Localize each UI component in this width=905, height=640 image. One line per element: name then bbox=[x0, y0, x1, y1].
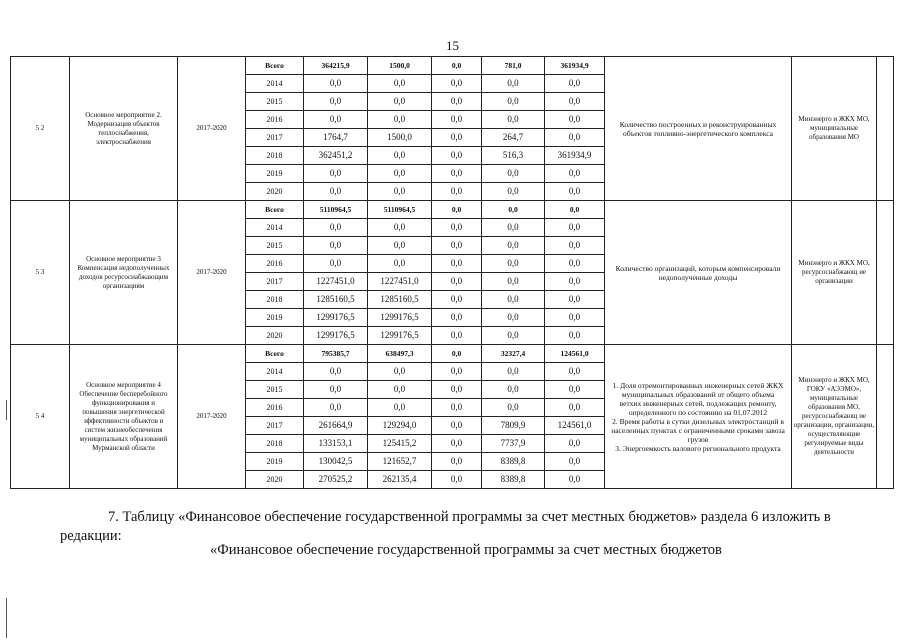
value-cell: 0,0 bbox=[368, 147, 432, 165]
value-cell: 125415,2 bbox=[368, 435, 432, 453]
page-number: 15 bbox=[446, 38, 459, 53]
period: 2017-2020 bbox=[178, 345, 246, 489]
value-cell: 0,0 bbox=[545, 327, 605, 345]
value-cell: 0,0 bbox=[482, 75, 545, 93]
value-cell: 5110964,5 bbox=[368, 201, 432, 219]
year-cell: Всего bbox=[246, 57, 304, 75]
value-cell: 0,0 bbox=[482, 363, 545, 381]
executor: Минэнерго и ЖКХ МО, муниципальные образования МО bbox=[792, 57, 877, 201]
row-number: 5 2 bbox=[11, 57, 70, 201]
value-cell: 1764,7 bbox=[304, 129, 368, 147]
value-cell: 0,0 bbox=[368, 111, 432, 129]
value-cell: 0,0 bbox=[368, 255, 432, 273]
value-cell: 0,0 bbox=[545, 273, 605, 291]
value-cell: 0,0 bbox=[304, 237, 368, 255]
value-cell: 516,3 bbox=[482, 147, 545, 165]
value-cell: 638497,3 bbox=[368, 345, 432, 363]
value-cell: 32327,4 bbox=[482, 345, 545, 363]
value-cell: 0,0 bbox=[304, 75, 368, 93]
value-cell: 0,0 bbox=[304, 93, 368, 111]
value-cell: 0,0 bbox=[545, 471, 605, 489]
value-cell: 0,0 bbox=[432, 309, 482, 327]
table-row bbox=[11, 345, 894, 363]
value-cell: 1299176,5 bbox=[304, 327, 368, 345]
value-cell: 0,0 bbox=[482, 255, 545, 273]
value-cell: 0,0 bbox=[482, 93, 545, 111]
year-cell: 2014 bbox=[246, 75, 304, 93]
indicator: Количество организаций, которым компенсировали недополученные доходы bbox=[605, 201, 792, 345]
row-number: 5 4 bbox=[11, 345, 70, 489]
row-number: 5 3 bbox=[11, 201, 70, 345]
value-cell: 0,0 bbox=[368, 183, 432, 201]
period: 2017-2020 bbox=[178, 201, 246, 345]
value-cell: 0,0 bbox=[432, 201, 482, 219]
empty-column bbox=[877, 345, 894, 489]
value-cell: 1500,0 bbox=[368, 57, 432, 75]
value-cell: 0,0 bbox=[482, 327, 545, 345]
value-cell: 0,0 bbox=[432, 273, 482, 291]
year-cell: 2016 bbox=[246, 399, 304, 417]
value-cell: 361934,9 bbox=[545, 57, 605, 75]
value-cell: 0,0 bbox=[368, 93, 432, 111]
year-cell: 2014 bbox=[246, 219, 304, 237]
year-cell: 2019 bbox=[246, 453, 304, 471]
value-cell: 0,0 bbox=[482, 273, 545, 291]
value-cell: 0,0 bbox=[432, 57, 482, 75]
value-cell: 0,0 bbox=[545, 381, 605, 399]
value-cell: 362451,2 bbox=[304, 147, 368, 165]
value-cell: 0,0 bbox=[368, 381, 432, 399]
year-cell: 2020 bbox=[246, 183, 304, 201]
value-cell: 0,0 bbox=[545, 291, 605, 309]
value-cell: 0,0 bbox=[545, 75, 605, 93]
year-cell: 2015 bbox=[246, 381, 304, 399]
value-cell: 0,0 bbox=[432, 327, 482, 345]
value-cell: 0,0 bbox=[304, 219, 368, 237]
value-cell: 781,0 bbox=[482, 57, 545, 75]
value-cell: 270525,2 bbox=[304, 471, 368, 489]
value-cell: 1227451,0 bbox=[368, 273, 432, 291]
value-cell: 0,0 bbox=[482, 165, 545, 183]
value-cell: 0,0 bbox=[545, 237, 605, 255]
period: 2017-2020 bbox=[178, 57, 246, 201]
amendment-paragraph: 7. Таблицу «Финансовое обеспечение государственной программы за счет местных бюджетов» раздела 6 изложить в редакции: bbox=[60, 509, 831, 544]
value-cell: 0,0 bbox=[368, 237, 432, 255]
year-cell: 2019 bbox=[246, 309, 304, 327]
activity-name: Основное мероприятие 3 Компенсация недополученных доходов ресурсоснабжающим организациям bbox=[70, 201, 178, 345]
empty-column bbox=[877, 57, 894, 201]
year-cell: 2017 bbox=[246, 129, 304, 147]
year-cell: 2020 bbox=[246, 471, 304, 489]
value-cell: 5110964,5 bbox=[304, 201, 368, 219]
value-cell: 0,0 bbox=[368, 363, 432, 381]
value-cell: 0,0 bbox=[432, 93, 482, 111]
year-cell: 2018 bbox=[246, 291, 304, 309]
value-cell: 1299176,5 bbox=[368, 309, 432, 327]
value-cell: 0,0 bbox=[545, 219, 605, 237]
value-cell: 0,0 bbox=[482, 309, 545, 327]
value-cell: 0,0 bbox=[432, 453, 482, 471]
value-cell: 1500,0 bbox=[368, 129, 432, 147]
activity-name: Основное мероприятие 2. Модернизация объектов теплоснабжения, электроснабжения bbox=[70, 57, 178, 201]
year-cell: 2016 bbox=[246, 255, 304, 273]
value-cell: 0,0 bbox=[432, 111, 482, 129]
value-cell: 0,0 bbox=[545, 309, 605, 327]
value-cell: 0,0 bbox=[432, 147, 482, 165]
year-cell: 2020 bbox=[246, 327, 304, 345]
value-cell: 0,0 bbox=[304, 183, 368, 201]
margin-mark bbox=[6, 598, 7, 638]
value-cell: 0,0 bbox=[432, 399, 482, 417]
value-cell: 364215,9 bbox=[304, 57, 368, 75]
value-cell: 0,0 bbox=[368, 219, 432, 237]
value-cell: 1299176,5 bbox=[304, 309, 368, 327]
value-cell: 0,0 bbox=[304, 111, 368, 129]
value-cell: 124561,0 bbox=[545, 417, 605, 435]
value-cell: 0,0 bbox=[545, 399, 605, 417]
value-cell: 264,7 bbox=[482, 129, 545, 147]
value-cell: 121652,7 bbox=[368, 453, 432, 471]
value-cell: 1299176,5 bbox=[368, 327, 432, 345]
table-row bbox=[11, 201, 894, 219]
value-cell: 0,0 bbox=[304, 255, 368, 273]
value-cell: 0,0 bbox=[482, 201, 545, 219]
value-cell: 0,0 bbox=[545, 93, 605, 111]
margin-mark bbox=[6, 400, 7, 420]
value-cell: 0,0 bbox=[545, 165, 605, 183]
value-cell: 0,0 bbox=[432, 237, 482, 255]
year-cell: 2017 bbox=[246, 273, 304, 291]
year-cell: 2016 bbox=[246, 111, 304, 129]
year-cell: 2015 bbox=[246, 93, 304, 111]
value-cell: 0,0 bbox=[432, 345, 482, 363]
value-cell: 0,0 bbox=[432, 183, 482, 201]
year-cell: 2018 bbox=[246, 147, 304, 165]
value-cell: 0,0 bbox=[368, 165, 432, 183]
value-cell: 0,0 bbox=[432, 255, 482, 273]
value-cell: 0,0 bbox=[368, 75, 432, 93]
value-cell: 0,0 bbox=[304, 399, 368, 417]
financing-table bbox=[10, 56, 894, 489]
value-cell: 0,0 bbox=[432, 417, 482, 435]
value-cell: 8389,8 bbox=[482, 453, 545, 471]
year-cell: 2017 bbox=[246, 417, 304, 435]
value-cell: 0,0 bbox=[432, 435, 482, 453]
value-cell: 0,0 bbox=[482, 183, 545, 201]
indicator: Количество построенных и реконструированных объектов топливно-энергетического комплекса bbox=[605, 57, 792, 201]
value-cell: 0,0 bbox=[304, 381, 368, 399]
year-cell: 2014 bbox=[246, 363, 304, 381]
value-cell: 8389,8 bbox=[482, 471, 545, 489]
value-cell: 261664,9 bbox=[304, 417, 368, 435]
value-cell: 361934,9 bbox=[545, 147, 605, 165]
value-cell: 0,0 bbox=[432, 381, 482, 399]
value-cell: 124561,0 bbox=[545, 345, 605, 363]
value-cell: 0,0 bbox=[545, 129, 605, 147]
value-cell: 0,0 bbox=[482, 111, 545, 129]
year-cell: Всего bbox=[246, 201, 304, 219]
executor: Минэнерго и ЖКХ МО, ГОКУ «АЭЭМО», муниципальные образования МО, ресурсоснабжающ ие организации, организации, осуществляющие регулируемые виды деятельности bbox=[792, 345, 877, 489]
value-cell: 0,0 bbox=[545, 111, 605, 129]
value-cell: 0,0 bbox=[482, 219, 545, 237]
value-cell: 1227451,0 bbox=[304, 273, 368, 291]
executor: Минэнерго и ЖКХ МО, ресурсоснабжающ ие организации bbox=[792, 201, 877, 345]
value-cell: 130042,5 bbox=[304, 453, 368, 471]
value-cell: 0,0 bbox=[545, 453, 605, 471]
year-cell: 2018 bbox=[246, 435, 304, 453]
value-cell: 0,0 bbox=[545, 435, 605, 453]
value-cell: 1285160,5 bbox=[304, 291, 368, 309]
table-row bbox=[11, 57, 894, 75]
value-cell: 0,0 bbox=[482, 381, 545, 399]
value-cell: 262135,4 bbox=[368, 471, 432, 489]
value-cell: 129294,0 bbox=[368, 417, 432, 435]
value-cell: 0,0 bbox=[432, 471, 482, 489]
empty-column bbox=[877, 201, 894, 345]
value-cell: 0,0 bbox=[432, 75, 482, 93]
value-cell: 0,0 bbox=[545, 201, 605, 219]
value-cell: 1285160,5 bbox=[368, 291, 432, 309]
table-caption: «Финансовое обеспечение государственной программы за счет местных бюджетов bbox=[210, 542, 722, 558]
value-cell: 0,0 bbox=[545, 255, 605, 273]
year-cell: 2015 bbox=[246, 237, 304, 255]
value-cell: 0,0 bbox=[545, 183, 605, 201]
value-cell: 0,0 bbox=[432, 165, 482, 183]
value-cell: 0,0 bbox=[304, 363, 368, 381]
value-cell: 0,0 bbox=[304, 165, 368, 183]
activity-name: Основное мероприятие 4 Обеспечение бесперебойного функционирования и повышения энергетической эффективности объектов и систем жизнеобеспечения муниципальных образований Мурманской области bbox=[70, 345, 178, 489]
value-cell: 0,0 bbox=[482, 237, 545, 255]
value-cell: 0,0 bbox=[482, 399, 545, 417]
value-cell: 0,0 bbox=[368, 399, 432, 417]
value-cell: 0,0 bbox=[545, 363, 605, 381]
value-cell: 0,0 bbox=[432, 129, 482, 147]
year-cell: Всего bbox=[246, 345, 304, 363]
value-cell: 0,0 bbox=[432, 363, 482, 381]
value-cell: 133153,1 bbox=[304, 435, 368, 453]
value-cell: 795385,7 bbox=[304, 345, 368, 363]
value-cell: 0,0 bbox=[482, 291, 545, 309]
value-cell: 7737,9 bbox=[482, 435, 545, 453]
indicator: 1. Доля отремонтированных инженерных сетей ЖКХ муниципальных образований от общего объема ветхих инженерных сетей, подлежащих ремонту, определенного по состоянию на 01.07.2012 2. Время работы в сутки дизельных электростанций в населенных пунктах с ограниченными сроками завоза грузов 3. Энергоемкость валового регионального продукта bbox=[605, 345, 792, 489]
year-cell: 2019 bbox=[246, 165, 304, 183]
value-cell: 7809,9 bbox=[482, 417, 545, 435]
value-cell: 0,0 bbox=[432, 219, 482, 237]
value-cell: 0,0 bbox=[432, 291, 482, 309]
